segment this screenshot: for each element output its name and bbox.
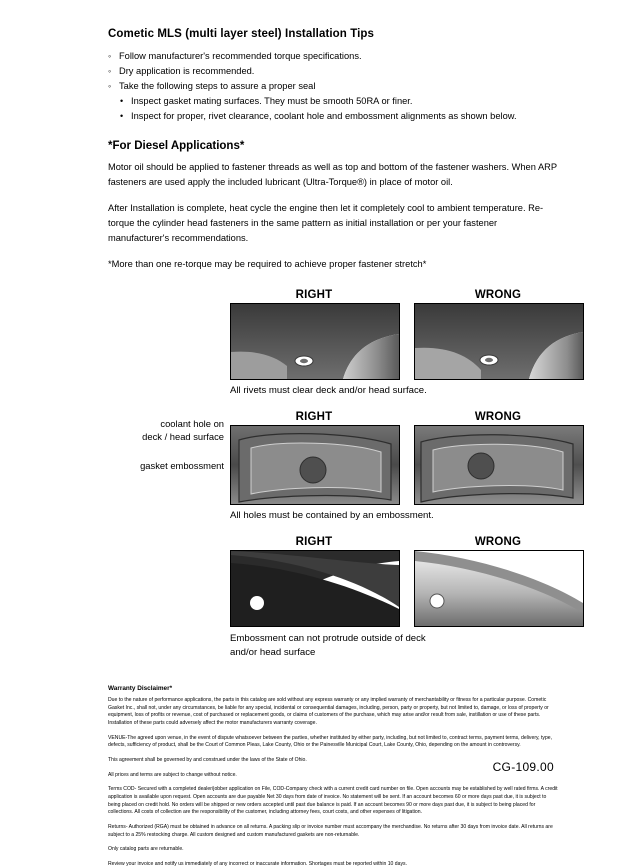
retorque-note: *More than one re-torque may be required to achieve proper fastener stretch* <box>108 259 427 270</box>
list-item: ◦ Take the following steps to assure a proper seal <box>108 79 560 94</box>
callout-coolant-hole-line1: coolant hole on <box>160 417 224 429</box>
figure-right-protrude <box>230 536 398 627</box>
figure-label-right: RIGHT <box>295 288 333 301</box>
figure-wrong-rivets <box>414 289 582 380</box>
warranty-paragraph: Due to the nature of performance applications, the parts in this catalog are sold without any express warranty or any implied warranty of merchantability or fitness for a particular purpose. Cometic Gasket Inc., shall not, under any circumstances, be liable for any special, incidental or consequential damages, including, person, party or property, but not limited to, damage, or loss of property or equipment, loss of profits or revenue, cost of purchased or replacement goods, or claims of customers of the purchase, which may arise and/or result from sale, instillation or use of these parts. Installation of these parts could adversely affect the motor manufacturers warranty coverage. <box>108 697 549 727</box>
figure-group-holes <box>230 411 560 505</box>
figure-label-right: RIGHT <box>295 410 333 423</box>
figure-label-wrong: WRONG <box>474 410 522 423</box>
figure-image-wrong-rivets <box>414 303 584 380</box>
figure-caption-holes: All holes must be contained by an embossment. <box>230 509 434 521</box>
warranty-paragraph: Only catalog parts are returnable. <box>108 846 184 853</box>
callout-coolant-hole-line2: deck / head surface <box>142 431 224 443</box>
list-item: ◦ Dry application is recommended. <box>108 64 560 79</box>
diesel-heading: *For Diesel Applications* <box>108 140 245 153</box>
figure-label-wrong: WRONG <box>474 288 522 301</box>
figure-image-right-rivets <box>230 303 400 380</box>
figure-caption-protrude-line2: and/or head surface <box>230 646 316 658</box>
figure-right-rivets <box>230 289 398 380</box>
warranty-section <box>0 685 618 868</box>
figure-image-wrong-holes <box>414 425 584 505</box>
diesel-paragraph-1: Motor oil should be applied to fastener threads as well as top and bottom of the fastener washers. When ARP fasteners are used apply the included lubricant (Ultra-Torque®) in place of motor oil. <box>108 162 557 188</box>
warranty-paragraph: This agreement shall be governed by and construed under the laws of the State of Ohio. <box>108 757 307 764</box>
warranty-paragraph: All prices and terms are subject to change without notice. <box>108 771 237 778</box>
warranty-paragraph: Review your invoice and notify us immediately of any incorrect or inaccurate information. Shortages must be reported within 10 days. <box>108 860 407 867</box>
warranty-paragraph: Terms COD- Secured with a completed dealer/jobber application on File, COD-Company check with a current credit card number on file. Open accounts may be established by well rated firms. A credit application is available upon request. Open accounts are due payable Net 30 days from date of invoice. No statement will be sent. If an account becomes 60 or more days past due, it is subject to being placed on credit hold. No orders will be shipped or new orders accepted until past due balance is paid. If an account becomes 90 or more days past due, it is subject to being placed for collections. All costs of collection are the responsibility of the customer, including attorney fees, court costs, and other expenses of litigation. <box>108 786 558 816</box>
figure-group-protrude <box>230 536 560 627</box>
figure-image-right-holes <box>230 425 400 505</box>
page-title: Cometic MLS (multi layer steel) Installation Tips <box>108 28 375 40</box>
figure-caption-protrude <box>230 632 560 659</box>
figure-caption-protrude-line1: Embossment can not protrude outside of deck <box>230 633 426 645</box>
figure-image-right-protrude <box>230 550 400 627</box>
figure-label-wrong: WRONG <box>474 536 522 549</box>
diesel-paragraph-2: After Installation is complete, heat cycle the engine then let it completely cool to ambient temperature. Re-torque the cylinder head fasteners in the same pattern as initial installation or per your fastener manufacturer's recommendations. <box>108 203 544 244</box>
document-number: CG-109.00 <box>492 760 554 774</box>
figure-callouts <box>108 289 230 471</box>
list-item: • Inspect for proper, rivet clearance, coolant hole and embossment alignments as shown below. <box>120 109 560 124</box>
figure-wrong-holes <box>414 411 582 505</box>
tips-list <box>108 49 560 94</box>
figure-label-right: RIGHT <box>295 536 333 549</box>
warranty-paragraph: VENUE-The agreed upon venue, in the event of dispute whatsoever between the parties, whether instituted by either party, including, but not limited to, contract terms, payment terms, delivery, type, defects, sufficiency of product, shall be the Court of Common Pleas, Lake County, Ohio or the Painesville Municipal Court, Lake County, Ohio, depending on the amount in controversy. <box>108 734 553 749</box>
list-item: • Inspect gasket mating surfaces. They must be smooth 50RA or finer. <box>120 94 560 109</box>
figure-image-wrong-protrude <box>414 550 584 627</box>
list-item: ◦ Follow manufacturer's recommended torque specifications. <box>108 49 560 64</box>
tips-sublist <box>108 94 560 124</box>
figure-right-holes <box>230 411 398 505</box>
figures-section <box>108 289 560 660</box>
figure-caption-rivets: All rivets must clear deck and/or head surface. <box>230 384 427 396</box>
warranty-heading: Warranty Disclaimer* <box>108 685 173 693</box>
callout-gasket-embossment: gasket embossment <box>140 459 224 471</box>
figure-group-rivets <box>230 289 560 380</box>
warranty-paragraph: Returns- Authorized (RGA) must be obtained in advance on all returns. A packing slip or invoice number must accompany the merchandise. No returns after 30 days from invoice date. All returns are subject to a 25% restocking charge. All custom designed and custom manufactured gaskets are non-returnable. <box>108 823 553 838</box>
figure-wrong-protrude <box>414 536 582 627</box>
